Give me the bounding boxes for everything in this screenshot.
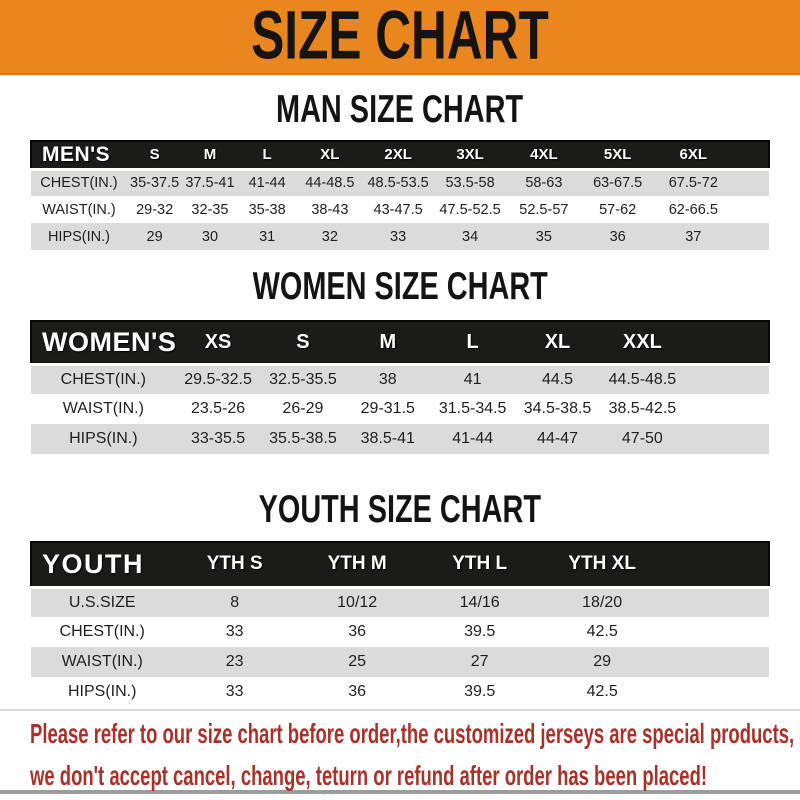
size-value: 32.5-35.5 [261, 364, 346, 394]
size-value: 39.5 [464, 683, 496, 700]
size-value: 38.5-42.5 [608, 400, 677, 417]
row-label: WAIST(IN.) [42, 201, 116, 218]
youth-table-header-row [31, 542, 769, 587]
page-title: SIZE CHART [251, 0, 549, 74]
size-value: 48.5-53.5 [363, 169, 433, 196]
column-header: 3XL [433, 141, 507, 169]
row-label: U.S.SIZE [31, 587, 173, 617]
size-value: 38.5-41 [360, 430, 415, 447]
filler-cell [732, 223, 769, 250]
column-header: YTH L [418, 542, 541, 587]
column-header: M [345, 321, 430, 364]
size-value: 33 [225, 683, 244, 700]
size-value: 29.5-32.5 [176, 364, 261, 394]
row-label: CHEST(IN.) [31, 364, 176, 394]
size-value: 35-38 [248, 201, 286, 218]
size-value: 37 [685, 228, 702, 245]
size-value: 29-32 [136, 201, 174, 218]
women-section-heading [0, 267, 800, 307]
size-value: 43-47.5 [373, 201, 423, 218]
column-header: 4XL [507, 141, 581, 169]
table-row [31, 169, 769, 196]
table-row [31, 587, 769, 617]
size-value: 39.5 [464, 623, 496, 640]
men-size-table [30, 140, 770, 250]
column-header: XXL [600, 321, 685, 364]
size-value: 42.5 [586, 623, 618, 640]
column-header: S [127, 141, 182, 169]
row-label: HIPS(IN.) [67, 683, 137, 700]
column-header: YTH S [173, 542, 296, 587]
size-value: 37.5-41 [182, 169, 237, 196]
footer-line-1 [30, 715, 800, 757]
women-table-corner-label: WOMEN'S [31, 321, 176, 364]
row-label: WAIST(IN.) [61, 653, 143, 670]
table-row [31, 647, 769, 677]
column-header: YTH M [296, 542, 419, 587]
filler-cell [732, 169, 769, 196]
size-value: 18/20 [541, 587, 664, 617]
size-value: 26-29 [282, 400, 324, 417]
column-header: L [430, 321, 515, 364]
size-value: 58-63 [507, 169, 581, 196]
size-value: 27 [470, 653, 489, 670]
footer-text-line-1: Please refer to our size chart before order,the customized jerseys are special products, [30, 718, 795, 749]
footer-text-line-2: we don't accept cancel, change, teturn or refund after order has been placed! [30, 760, 708, 791]
size-value: 23.5-26 [190, 400, 246, 417]
women-table-header-row [31, 321, 769, 364]
table-row [31, 196, 769, 223]
row-label: HIPS(IN.) [69, 430, 138, 447]
size-value: 29 [593, 653, 612, 670]
filler-cell [732, 196, 769, 223]
filler-cell [685, 321, 769, 364]
size-value: 35-37.5 [127, 169, 182, 196]
column-header: S [261, 321, 346, 364]
size-value: 34 [462, 228, 479, 245]
size-value: 44-48.5 [297, 169, 363, 196]
women-size-table [30, 320, 770, 454]
size-value: 35.5-38.5 [269, 430, 337, 447]
size-value: 42.5 [586, 683, 618, 700]
size-value: 32 [321, 228, 338, 245]
filler-cell [685, 394, 769, 424]
size-value: 41 [430, 364, 515, 394]
table-row [31, 424, 769, 454]
size-value: 31 [259, 228, 276, 245]
filler-cell [685, 424, 769, 454]
size-value: 36 [348, 683, 367, 700]
size-value: 29 [146, 228, 163, 245]
size-value: 36 [609, 228, 626, 245]
column-header: L [238, 141, 297, 169]
size-value: 63-67.5 [581, 169, 655, 196]
size-value: 38 [345, 364, 430, 394]
size-value: 47-50 [621, 430, 663, 447]
size-value: 53.5-58 [433, 169, 507, 196]
size-value: 33 [225, 623, 244, 640]
size-value: 33 [390, 228, 407, 245]
filler-cell [732, 141, 769, 169]
footer-line-2 [30, 757, 800, 799]
size-value: 36 [348, 623, 367, 640]
men-table-corner-label: MEN'S [31, 141, 127, 169]
row-label: CHEST(IN.) [31, 169, 127, 196]
youth-section-heading-text: YOUTH SIZE CHART [258, 488, 542, 532]
size-value: 31.5-34.5 [438, 400, 507, 417]
size-value: 33-35.5 [190, 430, 246, 447]
column-header: 2XL [363, 141, 433, 169]
filler-cell [663, 587, 769, 617]
column-header: 5XL [581, 141, 655, 169]
filler-cell [685, 364, 769, 394]
column-header: XS [176, 321, 261, 364]
size-value: 32-35 [191, 201, 229, 218]
size-value: 47.5-52.5 [439, 201, 501, 218]
size-value: 34.5-38.5 [523, 400, 592, 417]
size-value: 67.5-72 [655, 169, 732, 196]
size-value: 29-31.5 [360, 400, 415, 417]
size-value: 41-44 [452, 430, 494, 447]
men-section-heading [0, 88, 800, 132]
size-value: 62-66.5 [668, 201, 718, 218]
column-header: XL [515, 321, 600, 364]
size-value: 44-47 [537, 430, 578, 447]
youth-section-heading [0, 488, 800, 532]
table-row [31, 394, 769, 424]
size-value: 14/16 [418, 587, 541, 617]
row-label: WAIST(IN.) [62, 400, 144, 417]
size-value: 35 [535, 228, 552, 245]
column-header: 6XL [655, 141, 732, 169]
row-label: HIPS(IN.) [47, 228, 110, 245]
size-value: 8 [173, 587, 296, 617]
size-value: 10/12 [296, 587, 419, 617]
column-header: YTH XL [541, 542, 664, 587]
row-label: CHEST(IN.) [59, 623, 145, 640]
men-section-heading-text: MAN SIZE CHART [276, 88, 524, 132]
banner [0, 0, 800, 75]
filler-cell [663, 542, 769, 587]
size-value: 41-44 [238, 169, 297, 196]
size-value: 57-62 [599, 201, 637, 218]
size-value: 25 [348, 653, 367, 670]
size-value: 44.5 [515, 364, 600, 394]
column-header: XL [297, 141, 363, 169]
table-row [31, 223, 769, 250]
table-row [31, 364, 769, 394]
size-value: 44.5-48.5 [600, 364, 685, 394]
table-row [31, 617, 769, 647]
filler-cell [663, 677, 769, 707]
footer-note [0, 709, 800, 794]
size-value: 52.5-57 [519, 201, 569, 218]
youth-size-table [30, 541, 770, 707]
column-header: M [182, 141, 237, 169]
size-value: 38-43 [311, 201, 349, 218]
youth-table-corner-label: YOUTH [31, 542, 173, 587]
table-row [31, 677, 769, 707]
men-table-header-row [31, 141, 769, 169]
women-section-heading-text: WOMEN SIZE CHART [252, 265, 548, 309]
size-value: 30 [201, 228, 219, 245]
size-value: 23 [225, 653, 244, 670]
filler-cell [663, 647, 769, 677]
filler-cell [663, 617, 769, 647]
